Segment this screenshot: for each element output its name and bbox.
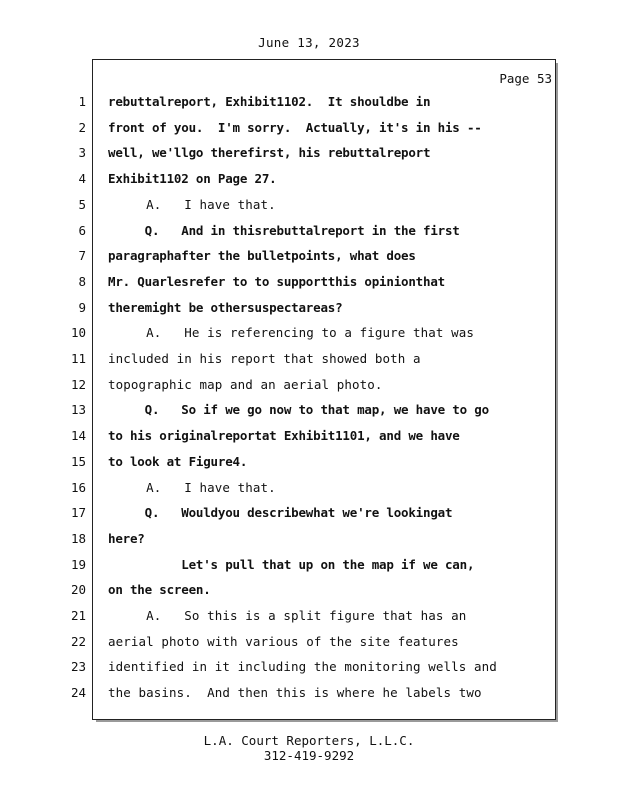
line-number: 19	[70, 557, 86, 572]
line-number: 8	[78, 274, 86, 289]
transcript-line: front of you. I'm sorry. Actually, it's in his --	[108, 120, 482, 135]
transcript-line: aerial photo with various of the site features	[108, 634, 459, 649]
line-number: 13	[70, 402, 86, 417]
transcript-line: Q. Wouldyou describewhat we're lookingat	[108, 505, 453, 520]
transcript-line: Q. So if we go now to that map, we have to go	[108, 402, 489, 417]
transcript-line: here?	[108, 531, 145, 546]
transcript-line: A. I have that.	[108, 197, 276, 212]
footer	[0, 733, 618, 763]
line-number: 5	[78, 197, 86, 212]
transcript-line: A. So this is a split figure that has an	[108, 608, 467, 623]
transcript-line: on the screen.	[108, 582, 211, 597]
line-number: 15	[70, 454, 86, 469]
reporter-company: L.A. Court Reporters, L.L.C.	[203, 733, 415, 748]
line-number: 18	[70, 531, 86, 546]
line-number: 12	[70, 377, 86, 392]
line-number: 17	[70, 505, 86, 520]
line-number: 1	[78, 94, 86, 109]
transcript-line: to his originalreportat Exhibit1101, and we have	[108, 428, 460, 443]
transcript-line: identified in it including the monitoring wells and	[108, 659, 497, 674]
transcript-line: well, we'llgo therefirst, his rebuttalreport	[108, 145, 431, 160]
line-number: 10	[70, 325, 86, 340]
transcript-line: paragraphafter the bulletpoints, what does	[108, 248, 416, 263]
line-number: 14	[70, 428, 86, 443]
line-number: 22	[70, 634, 86, 649]
transcript-line: theremight be othersuspectareas?	[108, 300, 343, 315]
transcript-date: June 13, 2023	[258, 35, 360, 50]
line-number: 6	[78, 223, 86, 238]
transcript-line: Q. And in thisrebuttalreport in the first	[108, 223, 460, 238]
line-number: 4	[78, 171, 86, 186]
transcript-line: rebuttalreport, Exhibit1102. It shouldbe in	[108, 94, 431, 109]
line-number: 9	[78, 300, 86, 315]
line-number: 16	[70, 480, 86, 495]
line-number: 20	[70, 582, 86, 597]
transcript-line: Let's pull that up on the map if we can,	[108, 557, 475, 572]
transcript-line: A. I have that.	[108, 480, 276, 495]
line-number: 23	[70, 659, 86, 674]
page-number: Page 53	[499, 71, 552, 86]
transcript-line: the basins. And then this is where he labels two	[108, 685, 482, 700]
line-number: 7	[78, 248, 86, 263]
transcript-line: Exhibit1102 on Page 27.	[108, 171, 277, 186]
transcript-line: A. He is referencing to a figure that was	[108, 325, 475, 340]
line-number: 21	[70, 608, 86, 623]
line-number: 11	[70, 351, 86, 366]
transcript-line: topographic map and an aerial photo.	[108, 377, 383, 392]
line-number: 3	[78, 145, 86, 160]
line-number: 2	[78, 120, 86, 135]
line-number: 24	[70, 685, 86, 700]
transcript-line: included in his report that showed both a	[108, 351, 421, 366]
transcript-line: to look at Figure4.	[108, 454, 248, 469]
transcript-line: Mr. Quarlesrefer to to supportthis opinionthat	[108, 274, 445, 289]
reporter-phone: 312-419-9292	[263, 748, 355, 763]
